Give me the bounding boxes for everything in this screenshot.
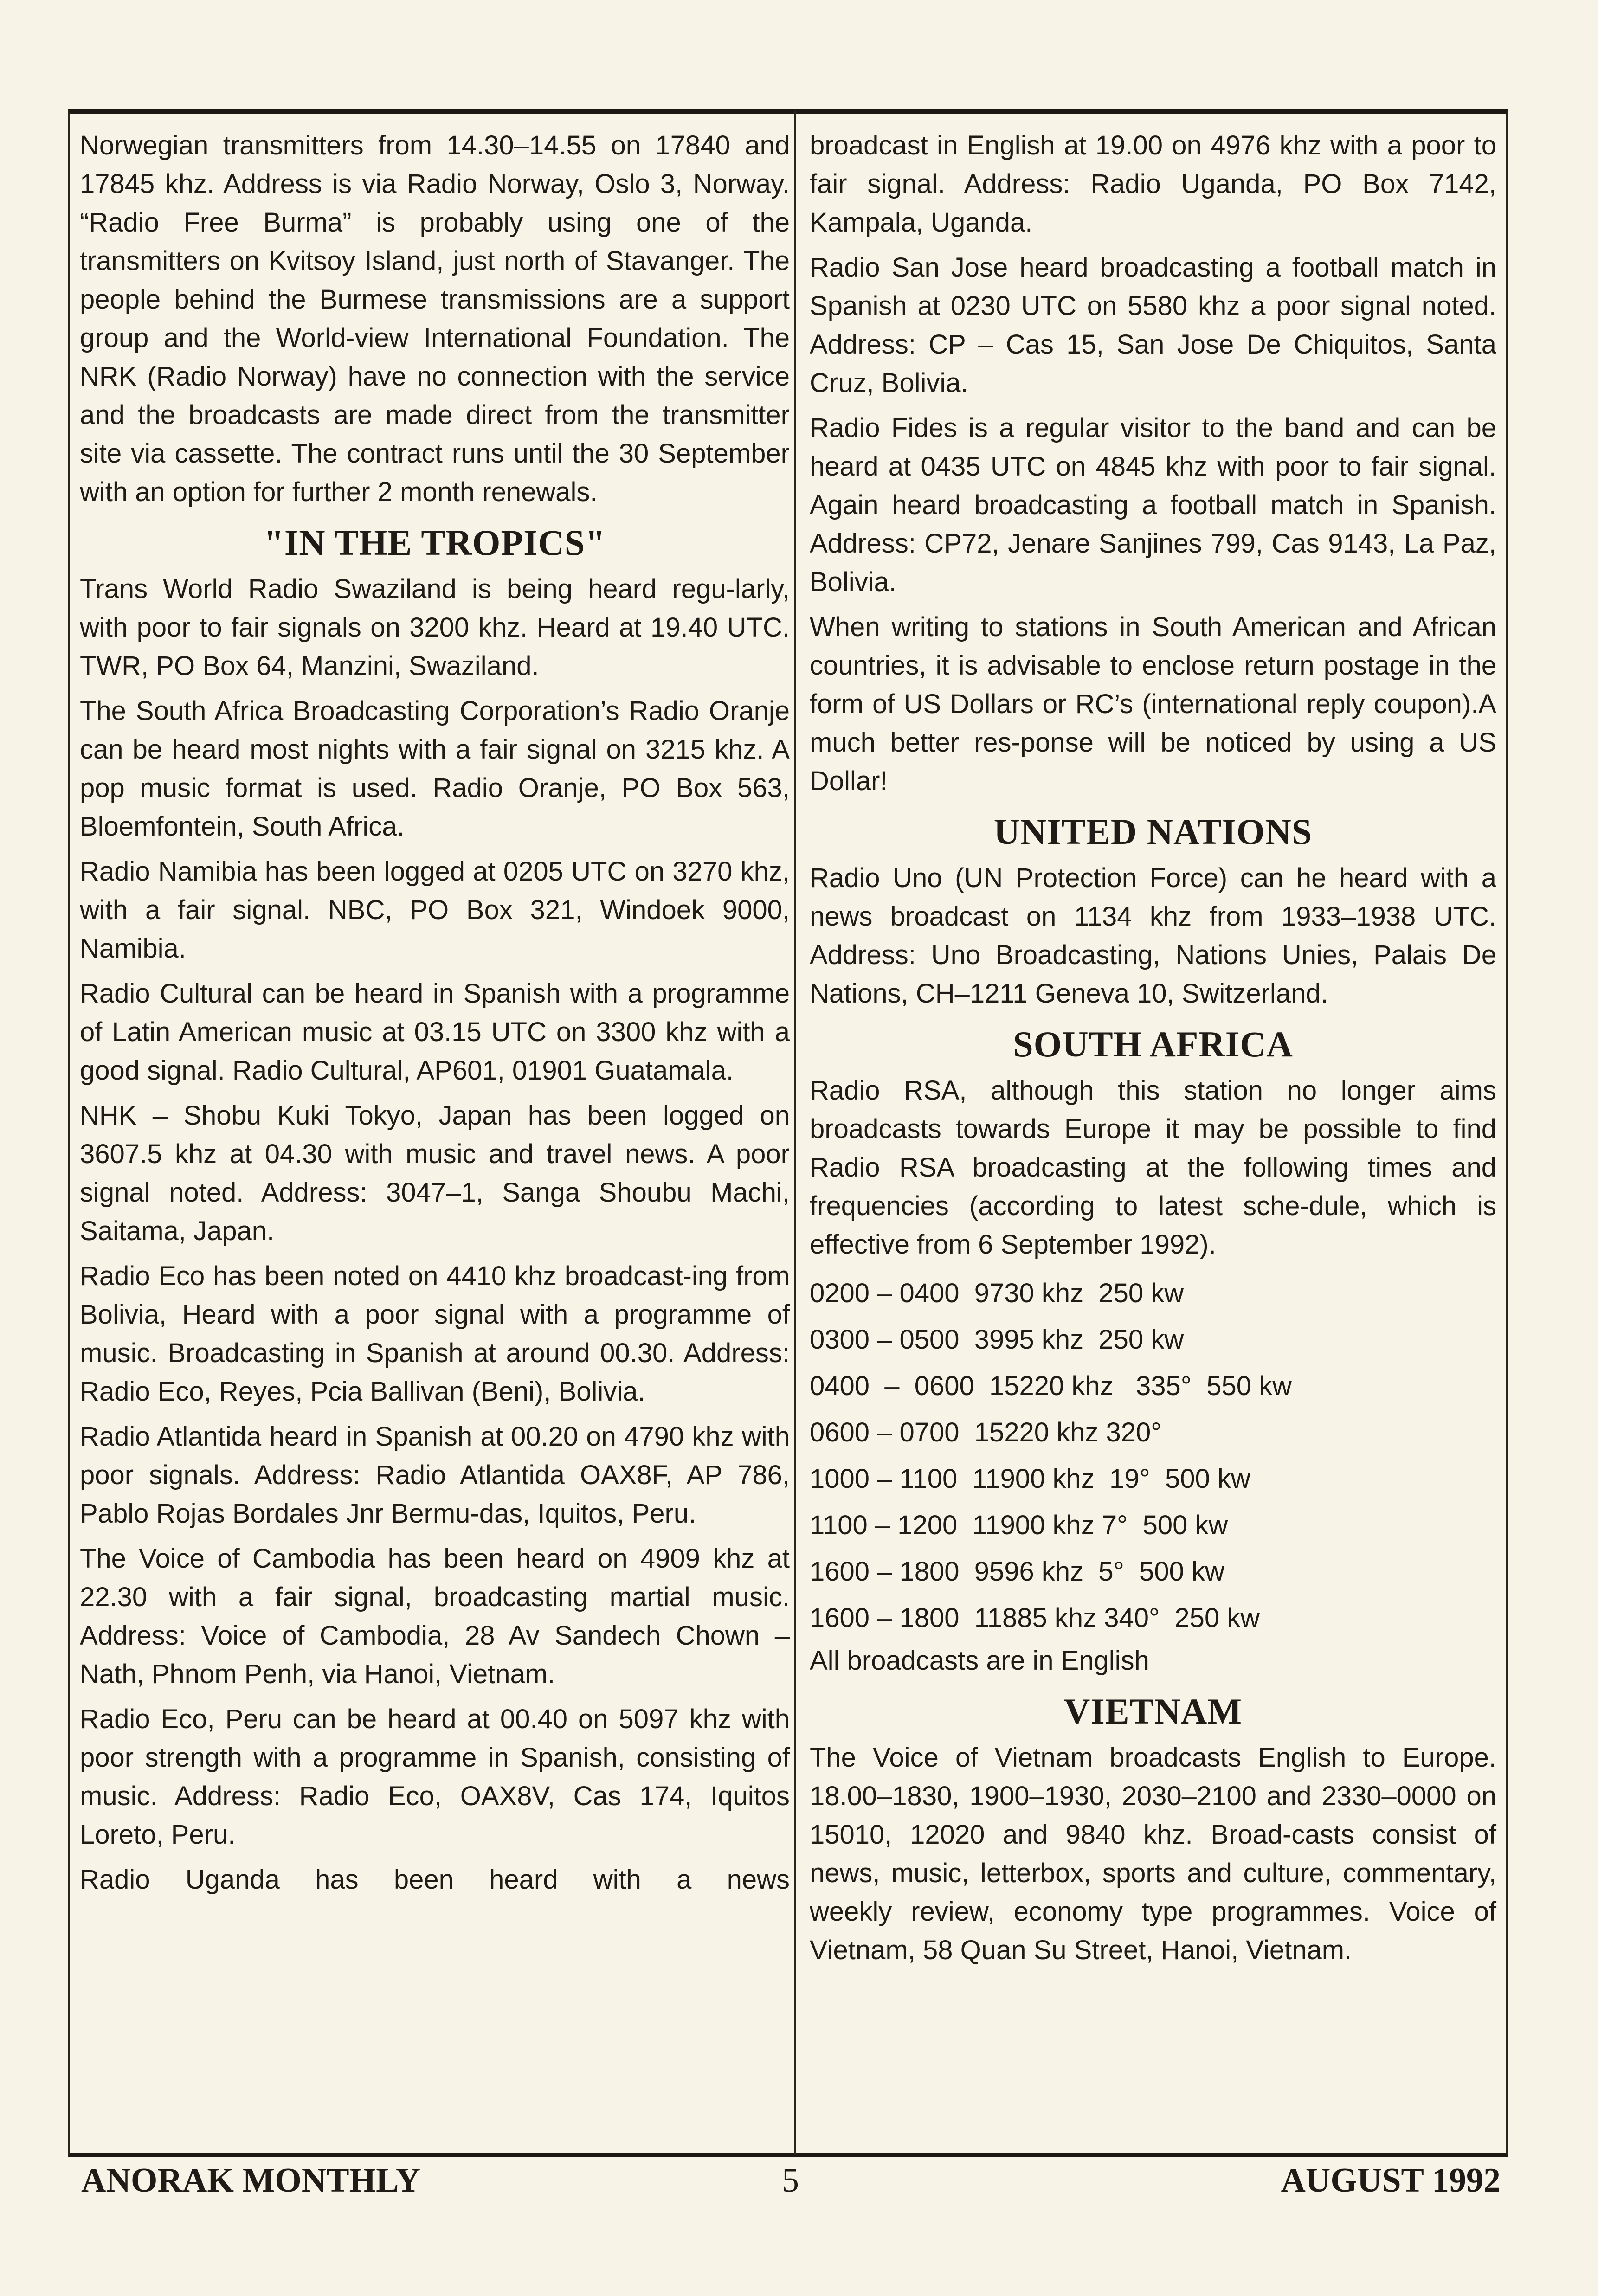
footer-page-number: 5 xyxy=(782,2161,799,2200)
paragraph-radio-oranje: The South Africa Broadcasting Corporation’s Radio Oranje can be heard most nights with a fair signal on 3215 khz. A pop music format is used. Radio Oranje, PO Box 563, Bloemfontein, South Africa. xyxy=(80,696,790,842)
paragraph-radio-rsa: Radio RSA, although this station no longer aims broadcasts towards Europe it may be possible to find Radio RSA broadcasting at the following times and frequencies (according to latest sche-dule, which is effective from 6 September 1992). xyxy=(810,1075,1496,1260)
paragraph-writing-advice: When writing to stations in South American and African countries, it is advisable to enclose return postage in the form of US Dollars or RC’s (international reply coupon).A much better res-ponse will be noticed by using a US Dollar! xyxy=(810,612,1496,796)
heading-united-nations: UNITED NATIONS xyxy=(993,811,1313,852)
footer-publication-name: ANORAK MONTHLY xyxy=(81,2161,421,2200)
paragraph-radio-eco-peru: Radio Eco, Peru can be heard at 00.40 on 5097 khz with poor strength with a programme in Spanish, consisting of music. Address: Radio Eco, OAX8V, Cas 174, Iquitos Loreto, Peru. xyxy=(80,1704,790,1850)
schedule-row: 1100 – 1200 11900 khz 7° 500 kw xyxy=(810,1510,1228,1540)
heading-south-africa: SOUTH AFRICA xyxy=(1013,1024,1293,1064)
paragraph-voice-of-vietnam: The Voice of Vietnam broadcasts English to Europe. 18.00–1830, 1900–1930, 2030–2100 and 2330–0000 on 15010, 12020 and 9840 khz. Broad-casts consist of news, music, letterbox, sports and culture, commentary, weekly review, economy type programmes. Voice of Vietnam, 58 Quan Su Street, Hanoi, Vietnam. xyxy=(810,1743,1496,1965)
paragraph-nhk: NHK – Shobu Kuki Tokyo, Japan has been logged on 3607.5 khz at 04.30 with music and travel news. A poor signal noted. Address: 3047–1, Sanga Shoubu Machi, Saitama, Japan. xyxy=(80,1100,790,1246)
paragraph-radio-eco-bolivia: Radio Eco has been noted on 4410 khz broadcast-ing from Bolivia, Heard with a poor signal with a programme of music. Broadcasting in Spanish at around 00.30. Address: Radio Eco, Reyes, Pcia Ballivan (Beni), Bolivia. xyxy=(80,1261,790,1407)
paragraph-radio-namibia: Radio Namibia has been logged at 0205 UTC on 3270 khz, with a fair signal. NBC, PO Box 321, Windoek 9000, Namibia. xyxy=(80,856,790,964)
schedule-row: 0200 – 0400 9730 khz 250 kw xyxy=(810,1278,1184,1308)
paragraph-radio-atlantida: Radio Atlantida heard in Spanish at 00.20 on 4790 khz with poor signals. Address: Radio Atlantida OAX8F, AP 786, Pablo Rojas Bordales Jnr Bermu-das, Iquitos, Peru. xyxy=(80,1421,790,1529)
paragraph-twr-swaziland: Trans World Radio Swaziland is being heard regu-larly, with poor to fair signals on 3200 khz. Heard at 19.40 UTC. TWR, PO Box 64, Manzini, Swaziland. xyxy=(80,574,790,681)
heading-in-the-tropics: "IN THE TROPICS" xyxy=(264,522,606,563)
paragraph-radio-uganda-start: Radio Uganda has been heard with a news xyxy=(80,1865,790,1895)
schedule-note: All broadcasts are in English xyxy=(810,1646,1149,1676)
paragraph-radio-uno: Radio Uno (UN Protection Force) can he heard with a news broadcast on 1134 khz from 1933–1938 UTC. Address: Uno Broadcasting, Nations Unies, Palais De Nations, CH–1211 Geneva 10, Switzerland. xyxy=(810,863,1496,1009)
paragraph-radio-cultural: Radio Cultural can be heard in Spanish with a programme of Latin American music at 03.15 UTC on 3300 khz with a good signal. Radio Cultural, AP601, 01901 Guatamala. xyxy=(80,978,790,1086)
left-column xyxy=(80,126,790,1905)
footer-issue-date: AUGUST 1992 xyxy=(1281,2161,1501,2200)
paragraph-voice-of-cambodia: The Voice of Cambodia has been heard on 4909 khz at 22.30 with a fair signal, broadcasting martial music. Address: Voice of Cambodia, 28 Av Sandech Chown – Nath, Phnom Penh, via Hanoi, Vietnam. xyxy=(80,1544,790,1689)
paragraph-radio-fides: Radio Fides is a regular visitor to the band and can be heard at 0435 UTC on 4845 khz with poor to fair signal. Again heard broadcasting a football match in Spanish. Address: CP72, Jenare Sanjines 799, Cas 9143, La Paz, Bolivia. xyxy=(810,413,1496,597)
right-column xyxy=(810,126,1496,1976)
schedule-row: 1600 – 1800 11885 khz 340° 250 kw xyxy=(810,1603,1260,1633)
schedule-row: 0600 – 0700 15220 khz 320° xyxy=(810,1417,1162,1447)
schedule-row: 1600 – 1800 9596 khz 5° 500 kw xyxy=(810,1556,1224,1587)
schedule-row: 0300 – 0500 3995 khz 250 kw xyxy=(810,1325,1184,1355)
schedule-row: 1000 – 1100 11900 khz 19° 500 kw xyxy=(810,1464,1250,1494)
paragraph-radio-san-jose: Radio San Jose heard broadcasting a football match in Spanish at 0230 UTC on 5580 khz a poor signal noted. Address: CP – Cas 15, San Jose De Chiquitos, Santa Cruz, Bolivia. xyxy=(810,252,1496,398)
paragraph-radio-uganda-cont: broadcast in English at 19.00 on 4976 khz with a poor to fair signal. Address: Radio Uganda, PO Box 7142, Kampala, Uganda. xyxy=(810,130,1496,238)
paragraph-norway: Norwegian transmitters from 14.30–14.55 on 17840 and 17845 khz. Address is via Radio Norway, Oslo 3, Norway. “Radio Free Burma” is probably using one of the transmitters on Kvitsoy Island, just north of Stavanger. The people behind the Burmese transmissions are a support group and the World-view International Foundation. The NRK (Radio Norway) have no connection with the service and the broadcasts are made direct from the transmitter site via cassette. The contract runs until the 30 September with an option for further 2 month renewals. xyxy=(80,130,790,507)
schedule-row: 0400 – 0600 15220 khz 335° 550 kw xyxy=(810,1371,1292,1401)
rsa-schedule xyxy=(810,1270,1496,1641)
heading-vietnam: VIETNAM xyxy=(1063,1691,1242,1731)
column-divider xyxy=(794,111,796,2155)
